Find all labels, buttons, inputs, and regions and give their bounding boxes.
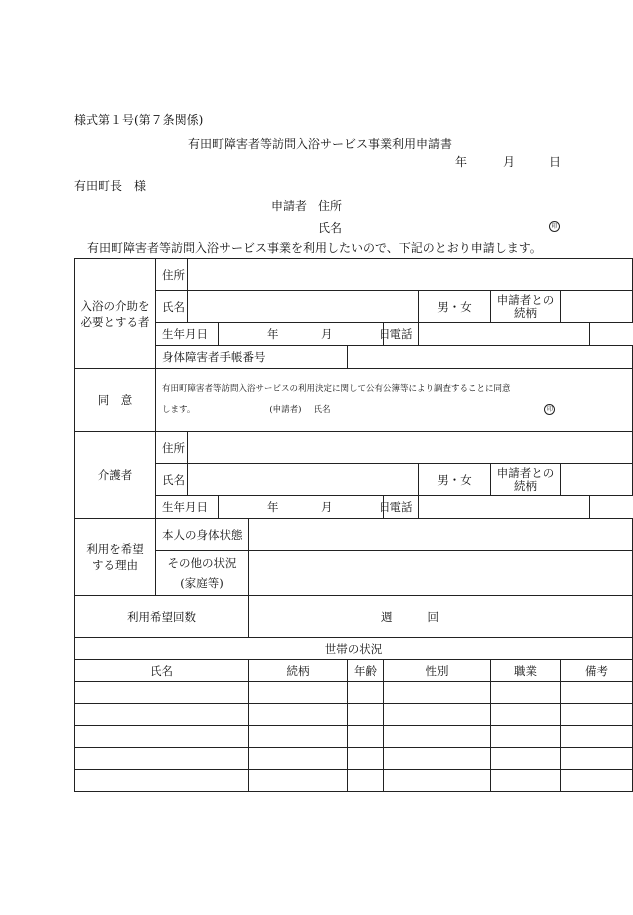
caregiver-relation-label: 申請者との 続柄 xyxy=(491,464,561,496)
household-cell[interactable] xyxy=(491,770,561,792)
caregiver-phone-field[interactable] xyxy=(419,496,590,519)
household-cell[interactable] xyxy=(491,726,561,748)
application-form-table xyxy=(74,258,633,792)
caregiver-address-field[interactable] xyxy=(188,432,633,464)
form-number: 様式第１号(第７条関係) xyxy=(74,113,204,127)
household-cell[interactable] xyxy=(348,748,384,770)
consent-section-label: 同 意 xyxy=(75,369,156,432)
household-cell[interactable] xyxy=(561,704,633,726)
household-cell[interactable] xyxy=(384,682,491,704)
caregiver-name-field[interactable] xyxy=(188,464,419,496)
caregiver-dob-field[interactable]: 年 月 日 xyxy=(219,496,384,519)
household-cell[interactable] xyxy=(491,682,561,704)
household-cell[interactable] xyxy=(561,748,633,770)
caregiver-name-label: 氏名 xyxy=(156,464,188,496)
addressee: 有田町長 様 xyxy=(74,179,147,193)
recipient-name-label: 氏名 xyxy=(156,291,188,323)
caregiver-dob-label: 生年月日 xyxy=(156,496,219,519)
household-col-age: 年齢 xyxy=(348,660,384,682)
recipient-address-label: 住所 xyxy=(156,259,188,291)
household-col-notes: 備考 xyxy=(561,660,633,682)
recipient-relation-label: 申請者との 続柄 xyxy=(491,291,561,323)
caregiver-sex-select[interactable]: 男・女 xyxy=(419,464,491,496)
household-cell[interactable] xyxy=(249,748,348,770)
frequency-label: 利用希望回数 xyxy=(75,596,249,638)
physical-condition-label: 本人の身体状態 xyxy=(156,519,249,551)
household-cell[interactable] xyxy=(348,704,384,726)
table-row xyxy=(75,726,633,748)
household-cell[interactable] xyxy=(384,704,491,726)
frequency-field[interactable] xyxy=(249,596,633,638)
handbook-number-label: 身体障害者手帳番号 xyxy=(156,346,348,369)
caregiver-address-label: 住所 xyxy=(156,432,188,464)
household-col-name: 氏名 xyxy=(75,660,249,682)
household-cell[interactable] xyxy=(75,770,249,792)
applicant-address-label: 住所 xyxy=(318,199,343,213)
page-title: 有田町障害者等訪問入浴サービス事業利用申請書 xyxy=(188,137,453,151)
consent-seal-icon: 印 xyxy=(544,404,555,415)
table-row xyxy=(75,682,633,704)
recipient-name-field[interactable] xyxy=(188,291,419,323)
household-cell[interactable] xyxy=(75,726,249,748)
recipient-section-label: 入浴の介助を 必要とする者 xyxy=(75,259,156,369)
household-cell[interactable] xyxy=(249,704,348,726)
household-col-occupation: 職業 xyxy=(491,660,561,682)
household-cell[interactable] xyxy=(348,682,384,704)
recipient-phone-field[interactable] xyxy=(419,323,590,346)
table-row xyxy=(75,704,633,726)
applicant-seal-icon: 印 xyxy=(549,219,560,233)
household-cell[interactable] xyxy=(249,770,348,792)
household-cell[interactable] xyxy=(384,748,491,770)
household-col-relation: 続柄 xyxy=(249,660,348,682)
table-row xyxy=(75,770,633,792)
caregiver-relation-field[interactable] xyxy=(561,464,633,496)
intro-text: 有田町障害者等訪問入浴サービス事業を利用したいので、下記のとおり申請します。 xyxy=(87,241,542,255)
household-cell[interactable] xyxy=(384,726,491,748)
household-cell[interactable] xyxy=(348,726,384,748)
household-cell[interactable] xyxy=(491,704,561,726)
household-cell[interactable] xyxy=(249,726,348,748)
table-row xyxy=(75,748,633,770)
recipient-sex-select[interactable]: 男・女 xyxy=(419,291,491,323)
household-cell[interactable] xyxy=(561,770,633,792)
reason-section-label: 利用を希望 する理由 xyxy=(75,519,156,596)
household-cell[interactable] xyxy=(75,748,249,770)
caregiver-section-label: 介護者 xyxy=(75,432,156,519)
other-situation-field[interactable] xyxy=(249,551,633,596)
physical-condition-field[interactable] xyxy=(249,519,633,551)
recipient-dob-label: 生年月日 xyxy=(156,323,219,346)
household-cell[interactable] xyxy=(75,704,249,726)
household-col-sex: 性別 xyxy=(384,660,491,682)
week-label: 週 xyxy=(381,609,393,624)
date-day-label: 日 xyxy=(549,155,562,169)
other-situation-label: その他の状況 (家庭等) xyxy=(156,551,249,596)
household-cell[interactable] xyxy=(75,682,249,704)
household-title: 世帯の状況 xyxy=(75,638,633,660)
household-cell[interactable] xyxy=(249,682,348,704)
recipient-address-field[interactable] xyxy=(188,259,633,291)
household-cell[interactable] xyxy=(348,770,384,792)
date-year-label: 年 xyxy=(455,155,468,169)
applicant-name-label: 氏名 xyxy=(318,221,343,235)
recipient-relation-field[interactable] xyxy=(561,291,633,323)
household-cell[interactable] xyxy=(561,682,633,704)
household-cell[interactable] xyxy=(491,748,561,770)
times-label: 回 xyxy=(427,609,439,624)
date-month-label: 月 xyxy=(503,155,516,169)
consent-text: 有田町障害者等訪問入浴サービスの利用決定に関して公有公簿等により調査することに同意 します。 (申請者) 氏名 印 xyxy=(156,369,633,432)
caregiver-phone-label: 電話 xyxy=(384,496,419,519)
household-cell[interactable] xyxy=(561,726,633,748)
handbook-number-field[interactable] xyxy=(348,346,633,369)
applicant-label: 申請者 xyxy=(271,199,308,213)
recipient-phone-label: 電話 xyxy=(384,323,419,346)
household-cell[interactable] xyxy=(384,770,491,792)
recipient-dob-field[interactable]: 年 月 日 xyxy=(219,323,384,346)
